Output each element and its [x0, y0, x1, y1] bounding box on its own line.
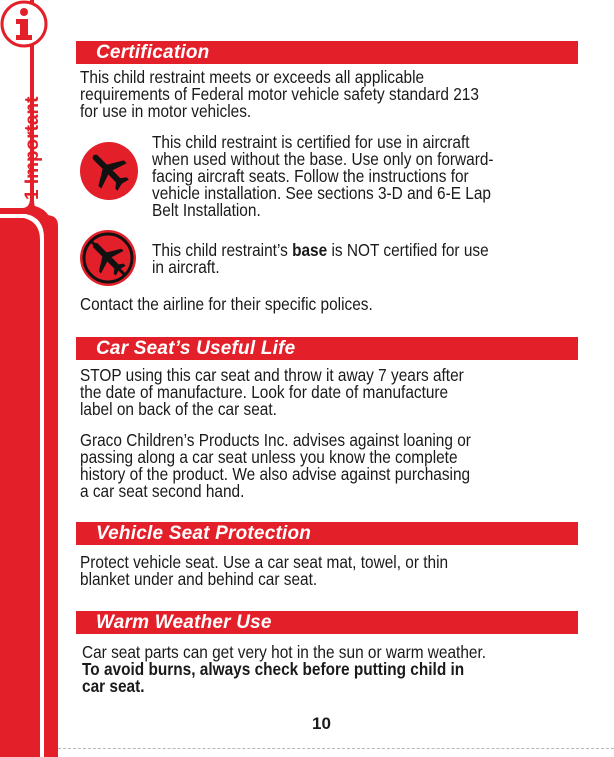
- section-title: Car Seat’s Useful Life: [96, 338, 296, 359]
- airplane-icon: [78, 140, 140, 202]
- certification-intro: This child restraint meets or exceeds all applicable requirements of Federal motor vehicle safety standard 213 for use in motor vehicles.: [80, 67, 479, 121]
- base-not-certified-text: This child restraint’s base is NOT certified for use in aircraft.: [152, 240, 489, 277]
- section-header-useful-life: [76, 337, 578, 360]
- footer-divider: [58, 748, 614, 749]
- useful-life-text: STOP using this car seat and throw it away 7 years after the date of manufacture. Look for date of manufacture label on back of the car seat.: [80, 365, 464, 419]
- chapter-side-tab: [0, 0, 58, 757]
- aircraft-certified-text: This child restraint is certified for use in aircraft when used without the base. Use only on forward- facing aircraft seats. Follow the instructions for vehicle installation. See sections 3-D and 6-E Lap Belt Installation.: [152, 132, 494, 220]
- contact-airline-text: Contact the airline for their specific polices.: [80, 294, 373, 314]
- no-airplane-icon: [78, 228, 138, 288]
- vehicle-seat-text: Protect vehicle seat. Use a car seat mat, towel, or thin blanket under and behind car seat.: [80, 552, 449, 589]
- section-title: Certification: [96, 42, 210, 63]
- chapter-label: 1 Important: [22, 96, 43, 200]
- section-header-vehicle-seat: [76, 522, 578, 545]
- page-number: 10: [312, 714, 331, 733]
- section-header-certification: [76, 41, 578, 64]
- section-title: Vehicle Seat Protection: [96, 523, 312, 544]
- loaning-advice-text: Graco Children’s Products Inc. advises against loaning or passing along a car seat unless you know the complete history of the product. We also advise against purchasing a car seat second hand.: [80, 430, 471, 501]
- section-header-warm-weather: [76, 611, 578, 634]
- section-title: Warm Weather Use: [96, 612, 272, 633]
- info-icon: [0, 0, 48, 48]
- warm-weather-text: Car seat parts can get very hot in the sun or warm weather. To avoid burns, always check before putting child in car seat.: [82, 642, 487, 696]
